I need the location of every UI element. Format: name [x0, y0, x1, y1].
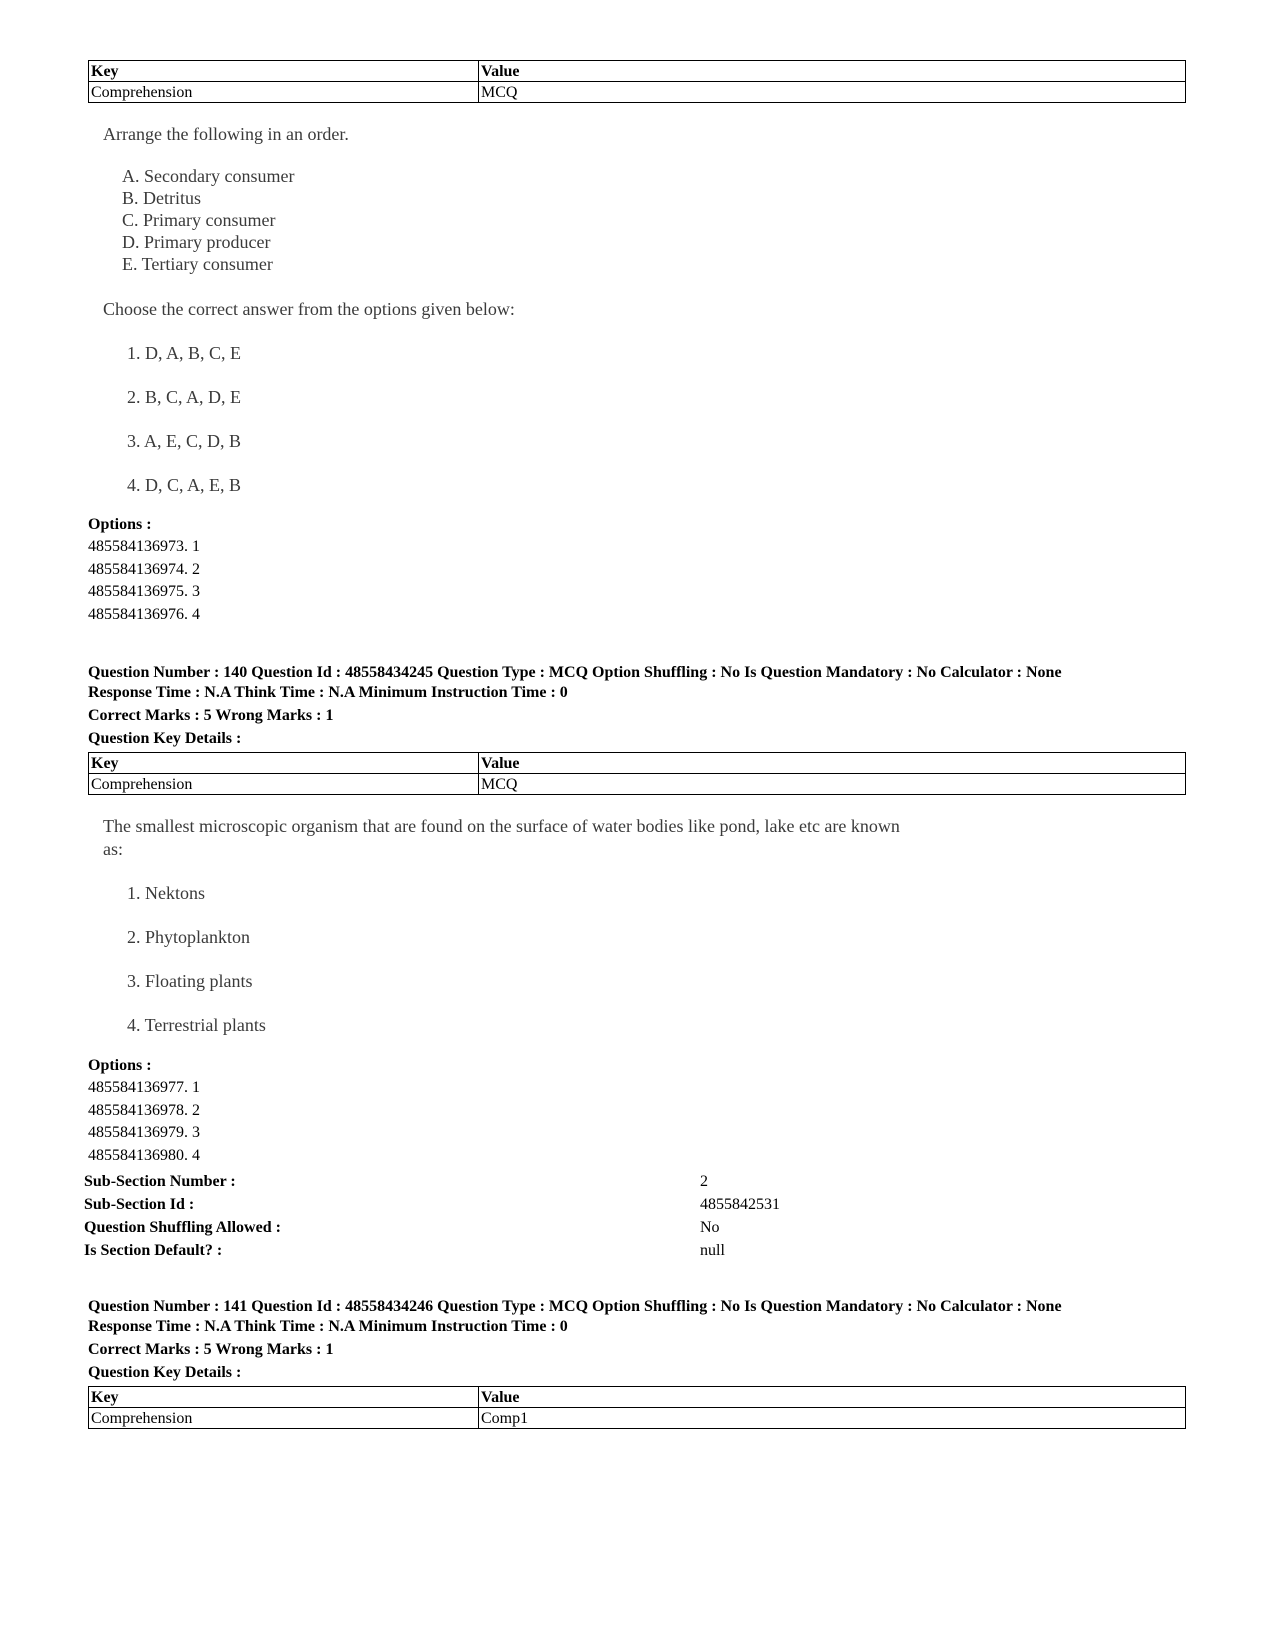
- table-header-key: Key: [89, 1387, 479, 1408]
- table-header-value: Value: [479, 1387, 1186, 1408]
- subsection-value: null: [700, 1242, 725, 1259]
- arrangement-item: D. Primary producer: [122, 232, 271, 252]
- subsection-label: Question Shuffling Allowed :: [84, 1219, 281, 1236]
- option-id: 485584136974. 2: [88, 560, 200, 578]
- question-marks: Correct Marks : 5 Wrong Marks : 1: [88, 707, 334, 724]
- answer-choice: 1. Nektons: [127, 883, 205, 903]
- question-text-line1: The smallest microscopic organism that are found on the surface of water bodies like pond, lake etc are known: [103, 816, 900, 836]
- table-header-value: Value: [479, 61, 1186, 82]
- answer-choice: 2. B, C, A, D, E: [127, 387, 242, 407]
- option-id: 485584136973. 1: [88, 538, 200, 555]
- subsection-label: Sub-Section Id :: [84, 1196, 195, 1213]
- answer-choice: 2. Phytoplankton: [127, 927, 251, 947]
- arrangement-items: [122, 165, 294, 275]
- question-meta-line1: Question Number : 140 Question Id : 48558434245 Question Type : MCQ Option Shuffling : No Is Question Mandatory : No Calculator : None: [88, 664, 1062, 681]
- table-cell-value: MCQ: [479, 774, 1186, 795]
- question-text-line2: as:: [103, 839, 123, 859]
- arrangement-item: B. Detritus: [122, 188, 201, 208]
- options-label: Options :: [88, 516, 152, 533]
- question-key-details-label: Question Key Details :: [88, 730, 242, 747]
- answer-choice: 1. D, A, B, C, E: [127, 343, 242, 363]
- table-cell-key: Comprehension: [89, 774, 479, 795]
- subsection-value: 4855842531: [700, 1196, 780, 1213]
- question-prompt: Arrange the following in an order.: [103, 124, 349, 144]
- question-meta-line1: Question Number : 141 Question Id : 48558434246 Question Type : MCQ Option Shuffling : No Is Question Mandatory : No Calculator : None: [88, 1298, 1062, 1315]
- table-cell-value: MCQ: [479, 82, 1186, 103]
- answer-choice: 4. Terrestrial plants: [127, 1015, 266, 1035]
- table-header-key: Key: [89, 753, 479, 774]
- subsection-label: Sub-Section Number :: [84, 1173, 236, 1190]
- question-meta-line2: Response Time : N.A Think Time : N.A Minimum Instruction Time : 0: [88, 684, 568, 701]
- option-id: 485584136977. 1: [88, 1079, 200, 1096]
- table-cell-value: Comp1: [479, 1408, 1186, 1429]
- table-header-key: Key: [89, 61, 479, 82]
- table-cell-key: Comprehension: [89, 82, 479, 103]
- question-instruction: Choose the correct answer from the options given below:: [103, 299, 515, 319]
- answer-choice: 3. A, E, C, D, B: [127, 431, 242, 451]
- question-key-table: [88, 1386, 1186, 1429]
- option-id: 485584136979. 3: [88, 1124, 200, 1142]
- question-key-table: [88, 60, 1186, 103]
- option-id: 485584136975. 3: [88, 583, 200, 601]
- question-meta-line2: Response Time : N.A Think Time : N.A Minimum Instruction Time : 0: [88, 1318, 568, 1335]
- subsection-row: [84, 1170, 1184, 1193]
- subsection-row: [84, 1193, 1184, 1216]
- table-header-value: Value: [479, 753, 1186, 774]
- subsection-label: Is Section Default? :: [84, 1242, 223, 1259]
- question-key-details-label: Question Key Details :: [88, 1364, 242, 1381]
- option-id: 485584136978. 2: [88, 1101, 200, 1119]
- subsection-value: No: [700, 1219, 720, 1236]
- arrangement-item: C. Primary consumer: [122, 210, 276, 230]
- answer-choice: 3. Floating plants: [127, 971, 253, 991]
- arrangement-item: E. Tertiary consumer: [122, 254, 273, 274]
- question-marks: Correct Marks : 5 Wrong Marks : 1: [88, 1341, 334, 1358]
- option-id-list: [88, 1077, 200, 1168]
- option-id-list: [88, 536, 200, 627]
- subsection-row: [84, 1239, 1184, 1262]
- subsection-row: [84, 1216, 1184, 1239]
- subsection-value: 2: [700, 1173, 708, 1190]
- question-key-table: [88, 752, 1186, 795]
- arrangement-item: A. Secondary consumer: [122, 166, 295, 186]
- answer-choice: 4. D, C, A, E, B: [127, 475, 242, 495]
- options-label: Options :: [88, 1057, 152, 1074]
- option-id: 485584136976. 4: [88, 606, 200, 624]
- table-cell-key: Comprehension: [89, 1408, 479, 1429]
- option-id: 485584136980. 4: [88, 1147, 200, 1165]
